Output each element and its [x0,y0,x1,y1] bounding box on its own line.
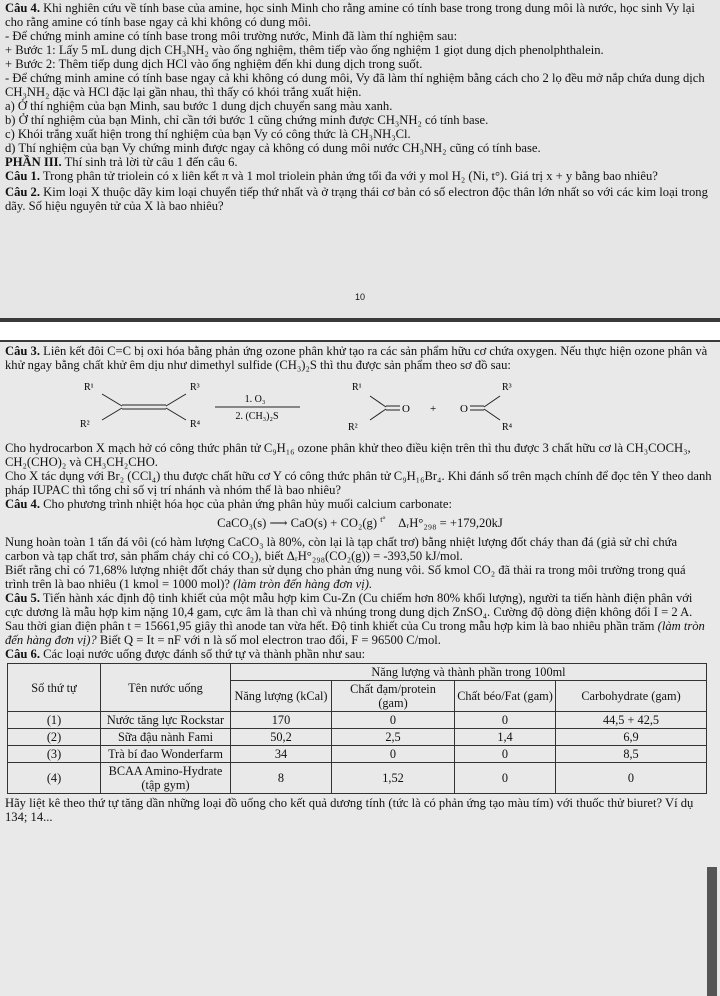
equation-enthalpy: ΔᵣH°₂₉₈ = +179,20kJ [398,516,503,531]
q4a-option-b: b) Ở thí nghiệm của bạn Minh, chỉ cần tới bước 1 cũng chứng minh được CH₃NH₂ có tính base. [5,113,489,127]
q4b-para3: Biết rằng chỉ có 71,68% lượng nhiệt đốt cháy than sử dụng cho phản ứng nung vôi. Số kmol CO₂ đã thải ra trong môi trường trong quá trình trên là bao nhiêu (1 kmol = 1000 mol)? (làm tròn đến hàng đơn vị). [5,563,686,592]
scheme-step2: 2. (CH₃)₂S [235,411,279,422]
upper-page [0,0,720,320]
scrollbar-thumb[interactable] [707,867,717,996]
q4a-line2: + Bước 1: Lấy 5 mL dung dịch CH₃NH₂ vào ống nghiệm, thêm tiếp vào ống nghiệm 1 giọt dung dịch phenolphthalein. [5,43,604,57]
q6-intro: Câu 6. Các loại nước uống được đánh số thứ tự và thành phần như sau: [5,647,366,662]
q4b-intro: Câu 4. Cho phương trình nhiệt hóa học của phản ứng phân hủy muối calcium carbonate: [5,497,453,511]
q3-para2: Cho hydrocarbon X mạch hở có công thức phân tử C₉H₁₆ ozone phân khử theo điều kiện trên thì thu được 3 chất hữu cơ là CH₃COCH₃, CH₂(CHO)₂ và CH₃CH₂CHO. [5,441,691,469]
part3-heading: PHẦN III. Thí sinh trả lời từ câu 1 đến câu 6. [5,155,238,169]
header-fat: Chất béo/Fat (gam) [455,681,556,712]
header-no: Số thứ tự [8,664,101,712]
q1: Câu 1. Trong phân tử triolein có x liên kết π và 1 mol triolein phản ứng tối đa với y mol H₂ (Ni, t°). Giá trị x + y bằng bao nhiêu? [5,169,658,183]
product-r2: R² [348,422,358,433]
thermo-equation [0,515,720,531]
bond-r3 [166,394,186,406]
header-carb: Carbohydrate (gam) [556,681,707,712]
ozonolysis-scheme [80,374,640,436]
table-row: (3) Trà bí đao Wonderfarm 34 0 0 8,5 [8,746,707,763]
product-bond-1 [370,396,386,407]
scheme-r4: R⁴ [190,419,201,430]
q4a-option-c: c) Khói trắng xuất hiện trong thí nghiệm của bạn Vy có công thức là CH₃NH₃Cl. [5,127,411,141]
q4a-option-d: d) Thí nghiệm của bạn Vy chứng minh được ngay cả không có dung môi nước CH₃NH₂ cũng có tính base. [5,141,541,155]
product-r4: R⁴ [502,422,513,433]
product-bond-3 [484,396,500,407]
product-bond-2 [370,409,386,420]
q4a-line4: - Để chứng minh amine có tính base ngay cả khi không có dung môi, Vy đã làm thí nghiệm bằng cách cho 2 lọ đều mở nắp chứa dung dịch CH₃NH₂ đặc và HCl đặc lại gần nhau, thì thấy có khói trắng xuất hiện. [5,71,705,99]
q4a-option-a: a) Ở thí nghiệm của bạn Minh, sau bước 1 dung dịch chuyển sang màu xanh. [5,99,393,113]
q3-intro: Câu 3. Liên kết đôi C=C bị oxi hóa bằng phản ứng ozone phân khử tạo ra các sản phẩm hữu cơ chứa oxygen. Nếu thực hiện ozone phân và khử ngay bằng chất khử êm dịu như dimethyl sulfide (CH₃)₂S thì thu được sản phẩm theo sơ đồ sau: [5,344,708,372]
lower-page [0,342,720,996]
bond-r4 [166,408,186,420]
q2: Câu 2. Kim loại X thuộc dãy kim loại chuyển tiếp thứ nhất và ở trạng thái cơ bản có số electron độc thân lớn nhất so với các kim loại trong dãy. Số hiệu nguyên tử của X là bao nhiêu? [5,185,708,213]
product-bond-4 [484,409,500,420]
q4b-para2: Nung hoàn toàn 1 tấn đá vôi (có hàm lượng CaCO₃ là 80%, còn lại là tạp chất trơ) bằng nhiệt lượng đốt cháy than đá (giả sử chỉ chứa carbon và tạp chất trơ, sản phẩm cháy chỉ có CO₂), biết ΔᵣH°₂₉₈(CO₂(g)) = -393,50 kJ/mol. [5,535,678,564]
bond-r1 [102,394,122,406]
drinks-table [7,663,707,794]
header-protein: Chất đạm/protein (gam) [332,681,455,712]
bond-r2 [102,408,122,420]
table-row: (2) Sữa đậu nành Fami 50,2 2,5 1,4 6,9 [8,729,707,746]
table-row: (1) Nước tăng lực Rockstar 170 0 0 44,5 + 42,5 [8,712,707,729]
header-energy: Năng lượng (kCal) [231,681,332,712]
scheme-r3: R³ [190,382,200,393]
scheme-r2: R² [80,419,90,430]
header-name: Tên nước uống [101,664,231,712]
scheme-plus: + [430,403,437,415]
q3-para3: Cho X tác dụng với Br₂ (CCl₄) thu được chất hữu cơ Y có công thức phân tử C₉H₁₆Br₄. Khi đánh số trên mạch chính để đọc tên Y theo danh pháp IUPAC thì tổng chỉ số vị trí nhánh và nhóm thế là bao nhiêu? [5,469,712,497]
table-row: (4) BCAA Amino-Hydrate (tập gym) 8 1,52 0 0 [8,763,707,794]
product-r3: R³ [502,382,512,393]
table-header-row-1 [8,664,707,681]
product-oxygen-2: O [460,403,468,415]
page-number: 10 [354,292,365,302]
product-r1: R¹ [352,382,362,393]
q5: Câu 5. Tiến hành xác định độ tinh khiết của một mẫu hợp kim Cu-Zn (Cu chiếm hơn 80% khối lượng), người ta tiến hành điện phân với cực dương là mẫu hợp kim nặng 10,4 gam, cực âm là than chì và nhúng trong dung dịch ZnSO₄. Cường độ dòng điện không đổi I = 2 A. Sau thời gian điện phân t = 15661,95 giây thì anode tan vừa hết. Độ tinh khiết của Cu trong mẫu hợp kim là bao nhiêu phần trăm (làm tròn đến hàng đơn vị)? Biết Q = It = nF với n là số mol electron trao đổi, F = 96500 C/mol. [5,591,705,648]
q4a-title: Câu 4. [5,1,40,15]
header-group: Năng lượng và thành phần trong 100ml [231,664,707,681]
equation-text: CaCO₃(s) ⟶ CaO(s) + CO₂(g) [217,516,378,531]
scheme-r1: R¹ [84,382,94,393]
q4a-line3: + Bước 2: Thêm tiếp dung dịch HCl vào ống nghiệm đến khi dung dịch trong suốt. [5,57,423,71]
product-oxygen-1: O [402,403,410,415]
q6-footer: Hãy liệt kê theo thứ tự tăng dần những loại đồ uống cho kết quả dương tính (tức là có phản ứng tạo màu tím) với thuốc thử biuret? Ví dụ 134; 14... [5,796,694,825]
equation-arrow-label: t° [380,515,386,524]
q4a-intro: Câu 4. Khi nghiên cứu về tính base của amine, học sinh Minh cho rằng amine có tính base trong trong dung môi là nước, học sinh Vy lại cho rằng amine có tính base ngay cả khi không có dung môi. [5,1,695,29]
page-gap [0,322,720,340]
q4a-line1: - Để chứng minh amine có tính base trong môi trường nước, Minh đã làm thí nghiệm sau: [5,29,458,43]
scheme-step1: 1. O₃ [244,394,266,405]
